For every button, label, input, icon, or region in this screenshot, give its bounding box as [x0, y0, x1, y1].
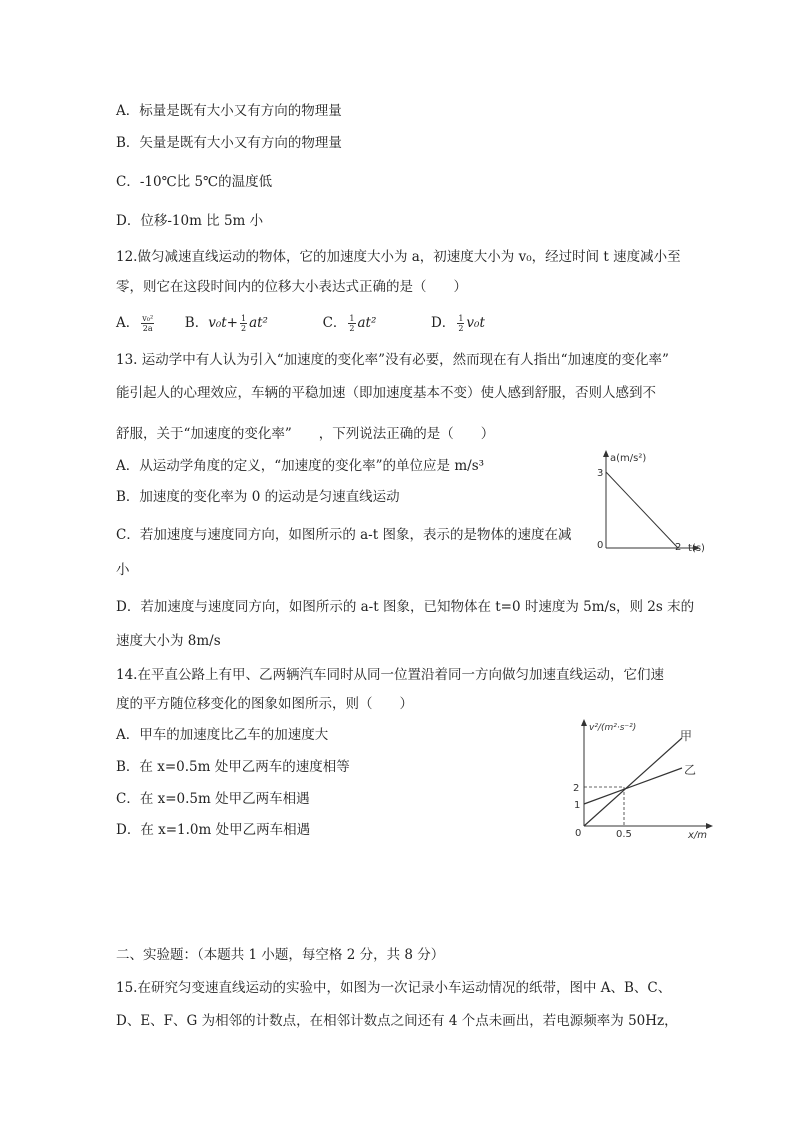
q12-option-b-expr-post: at² [249, 315, 268, 331]
at-graph-line [606, 472, 678, 548]
q12-option-b-expr-pre: v₀t+ [208, 315, 238, 331]
v2x-graph-origin: 0 [575, 828, 582, 839]
q14-option-b: B．在 x=0.5m 处甲乙两车的速度相等 [116, 759, 350, 775]
q12-option-d-expr: v₀t [466, 315, 485, 331]
q13-option-d-line2: 速度大小为 8m/s [116, 633, 221, 649]
v2x-graph-x-arrow [706, 823, 713, 829]
v2x-graph-x-label: x/m [688, 830, 708, 841]
q13-stem-line3: 舒服，关于“加速度的变化率” ，下列说法正确的是（ ） [116, 426, 495, 442]
q12-option-a-fraction: $\frac{\text{v₀²}}{2a}$ [142, 314, 154, 333]
at-graph-x-label: t(s) [688, 543, 705, 554]
v2x-graph-y-tick-2: 2 [573, 783, 580, 794]
q11-option-c: C．-10℃比 5℃的温度低 [116, 174, 273, 190]
q11-option-d: D．位移-10m 比 5m 小 [116, 213, 264, 229]
at-graph-y-tick: 3 [597, 468, 604, 479]
v2x-graph-line-yi [584, 768, 682, 804]
v2x-graph [570, 716, 720, 842]
at-graph-origin: 0 [597, 540, 604, 551]
q12-option-d-label: D． [430, 315, 456, 331]
q13-option-c-line1: C．若加速度与速度同方向，如图所示的 a-t 图象，表示的是物体的速度在减 [116, 527, 572, 543]
q14-option-d: D．在 x=1.0m 处甲乙两车相遇 [116, 822, 311, 838]
q12-option-a-label: A． [116, 315, 140, 331]
q14-stem-line2: 度的平方随位移变化的图象如图所示，则（ ） [116, 696, 413, 712]
q12-option-c-label: C． [322, 315, 347, 331]
q12-option-b-label: B． [184, 315, 209, 331]
v2x-graph-label-yi: 乙 [684, 763, 697, 777]
q12-options [116, 314, 485, 333]
v2x-graph-label-jia: 甲 [680, 729, 693, 743]
v2x-graph-line-jia [584, 738, 682, 826]
v2x-graph-y-label: v²/(m²·s⁻²) [589, 723, 637, 733]
q14-option-c: C．在 x=0.5m 处甲乙两车相遇 [116, 791, 310, 807]
q12-option-b-half: $\frac{1}{2}$ [240, 314, 247, 333]
v2x-graph-y-arrow [581, 719, 587, 726]
section2-title: 二、实验题：（本题共 1 小题，每空格 2 分，共 8 分） [116, 947, 445, 963]
at-graph-y-arrow [603, 450, 609, 457]
q11-option-a: A．标量是既有大小又有方向的物理量 [116, 103, 342, 119]
q13-option-b: B．加速度的变化率为 0 的运动是匀速直线运动 [116, 489, 400, 505]
q13-option-c-line2: 小 [116, 562, 130, 578]
q14-option-a: A．甲车的加速度比乙车的加速度大 [116, 727, 329, 743]
q13-stem-line2: 能引起人的心理效应，车辆的平稳加速（即加速度基本不变）使人感到舒服，否则人感到不 [116, 385, 656, 401]
q15-stem-line2: D、E、F、G 为相邻的计数点，在相邻计数点之间还有 4 个点未画出，若电源频率为 50Hz， [116, 1013, 678, 1029]
q12-option-d-half: $\frac{1}{2}$ [458, 314, 464, 333]
v2x-graph-x-tick: 0.5 [616, 829, 632, 840]
q13-option-a: A．从运动学角度的定义，“加速度的变化率”的单位应是 m/s³ [116, 458, 485, 474]
at-graph-y-label: a(m/s²) [610, 453, 647, 464]
q13-option-d-line1: D．若加速度与速度同方向，如图所示的 a-t 图象，已知物体在 t=0 时速度为 5m/s，则 2s 末的 [116, 599, 695, 615]
v2x-graph-y-tick-1: 1 [574, 800, 581, 811]
q12-stem-line1: 12.做匀减速直线运动的物体，它的加速度大小为 a，初速度大小为 v₀，经过时间 t 速度减小至 [116, 249, 681, 265]
at-graph-x-tick: 2 [675, 542, 682, 553]
q14-stem-line1: 14.在平直公路上有甲、乙两辆汽车同时从同一位置沿着同一方向做匀加速直线运动，它们速 [116, 667, 664, 683]
q15-stem-line1: 15.在研究匀变速直线运动的实验中，如图为一次记录小车运动情况的纸带，图中 A、B、C、 [116, 980, 672, 996]
at-graph [588, 448, 718, 560]
q12-option-c-expr: at² [357, 315, 377, 331]
q11-option-b: B．矢量是既有大小又有方向的物理量 [116, 135, 342, 151]
q12-stem-line2: 零，则它在这段时间内的位移大小表达式正确的是（ ） [116, 279, 467, 295]
q13-stem-line1: 13. 运动学中有人认为引入“加速度的变化率”没有必要，然而现在有人指出“加速度的变化率” [116, 352, 669, 368]
q12-option-c-half: $\frac{1}{2}$ [349, 314, 355, 333]
